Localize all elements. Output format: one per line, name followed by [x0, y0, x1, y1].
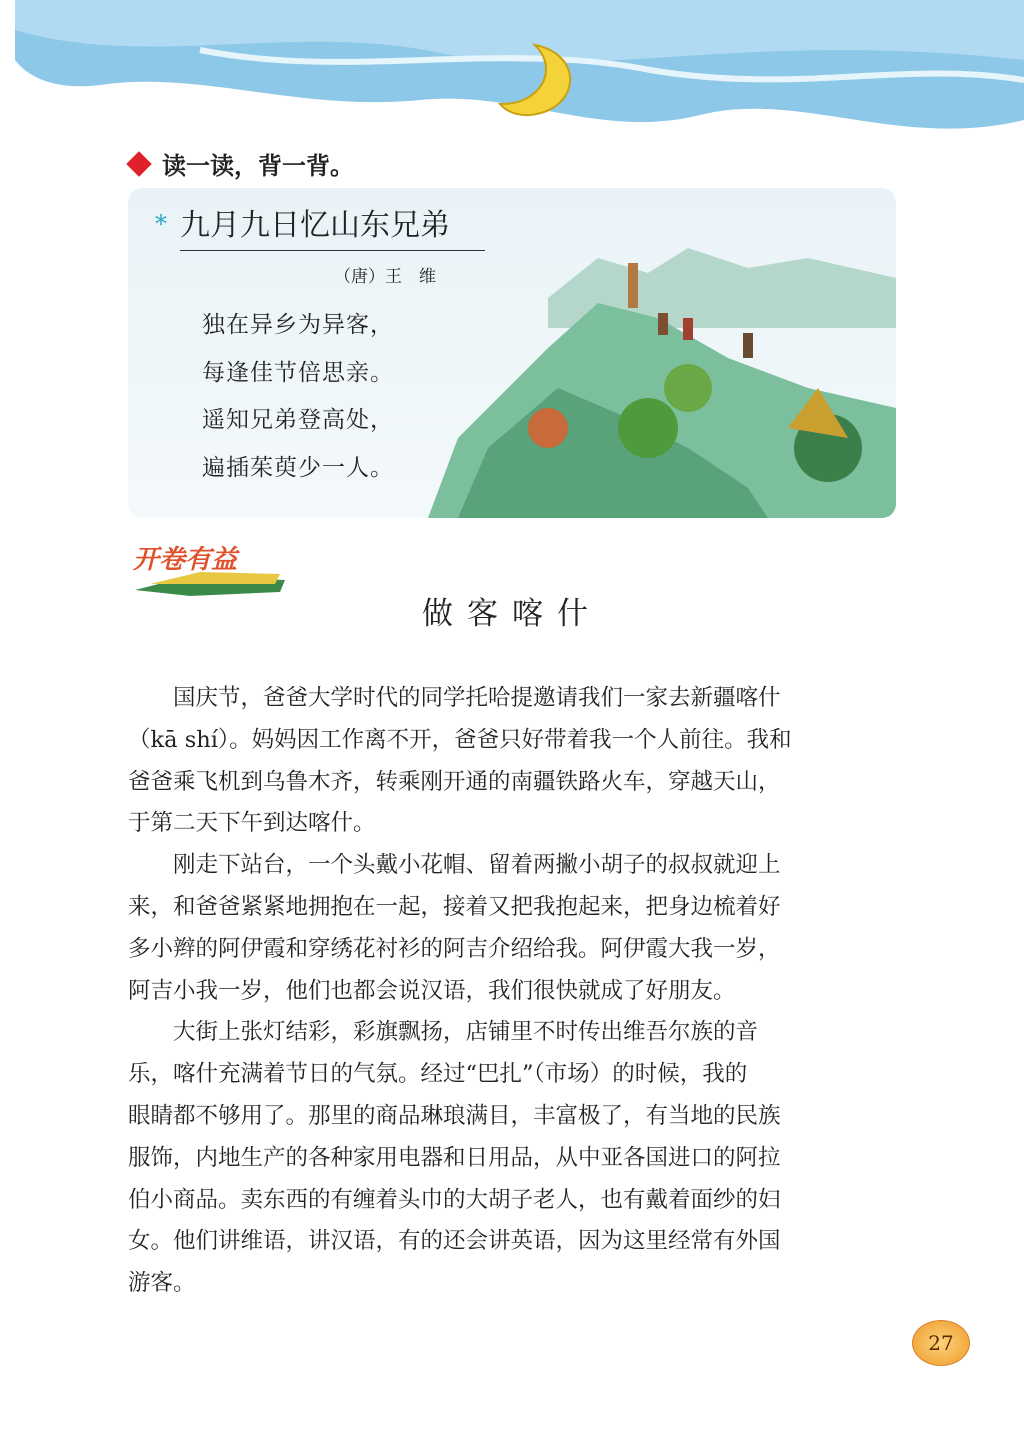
article-line: 国庆节，爸爸大学时代的同学托哈提邀请我们一家去新疆喀什 [128, 685, 781, 711]
article-line: 乐，喀什充满着节日的气氛。经过“巴扎”（市场）的时候，我的 [128, 1061, 748, 1088]
article-line: 眼睛都不够用了。那里的商品琳琅满目，丰富极了，有当地的民族 [128, 1102, 781, 1129]
article-line: （kā shí）。妈妈因工作离不开，爸爸只好带着我一个人前往。我和 [128, 726, 792, 753]
article-line: 于第二天下午到达喀什。 [128, 810, 376, 837]
article-title: 做客喀什 [422, 596, 602, 632]
article-line: 女。他们讲维语，讲汉语，有的还会讲英语，因为这里经常有外国 [128, 1228, 781, 1255]
article-line: 服饰，内地生产的各种家用电器和日用品，从中亚各国进口的阿拉 [128, 1144, 781, 1171]
article-line: 大街上张灯结彩，彩旗飘扬，店铺里不时传出维吾尔族的音 [128, 1019, 759, 1046]
article-line: 爸爸乘飞机到乌鲁木齐，转乘刚开通的南疆铁路火车，穿越天山， [128, 768, 781, 795]
asterisk-icon: * [155, 210, 167, 238]
article-line: 来，和爸爸紧紧地拥抱在一起，接着又把我抱起来，把身边梳着好 [128, 893, 781, 920]
section-heading [130, 146, 354, 181]
section-logo-text: 开卷有益 [133, 545, 238, 575]
poem-line: 遍插茱萸少一人。 [202, 454, 394, 481]
page-number: 27 [912, 1320, 970, 1366]
poem-line: 遥知兄弟登高处， [202, 407, 394, 433]
article-line: 阿吉小我一岁，他们也都会说汉语，我们很快就成了好朋友。 [128, 977, 736, 1004]
poem-author: （唐）王 维 [334, 267, 436, 287]
diamond-bullet-icon [126, 151, 151, 176]
article-line: 多小辫的阿伊霞和穿绣花衬衫的阿吉介绍给我。阿伊霞大我一岁， [128, 935, 781, 962]
article-body [128, 678, 908, 1305]
heading-text: 读一读，背一背。 [162, 152, 354, 180]
article-line: 游客。 [128, 1270, 196, 1297]
poem-line: 每逢佳节倍思亲。 [202, 359, 394, 386]
poem-body [202, 302, 394, 492]
article-line: 刚走下站台，一个头戴小花帽、留着两撇小胡子的叔叔就迎上 [128, 852, 781, 879]
poem-line: 独在异乡为异客， [202, 312, 394, 338]
sky-banner [0, 0, 1024, 160]
article-line: 伯小商品。卖东西的有缠着头巾的大胡子老人，也有戴着面纱的妇 [128, 1186, 781, 1213]
poem-title: 九月九日忆山东兄弟 [180, 200, 485, 251]
